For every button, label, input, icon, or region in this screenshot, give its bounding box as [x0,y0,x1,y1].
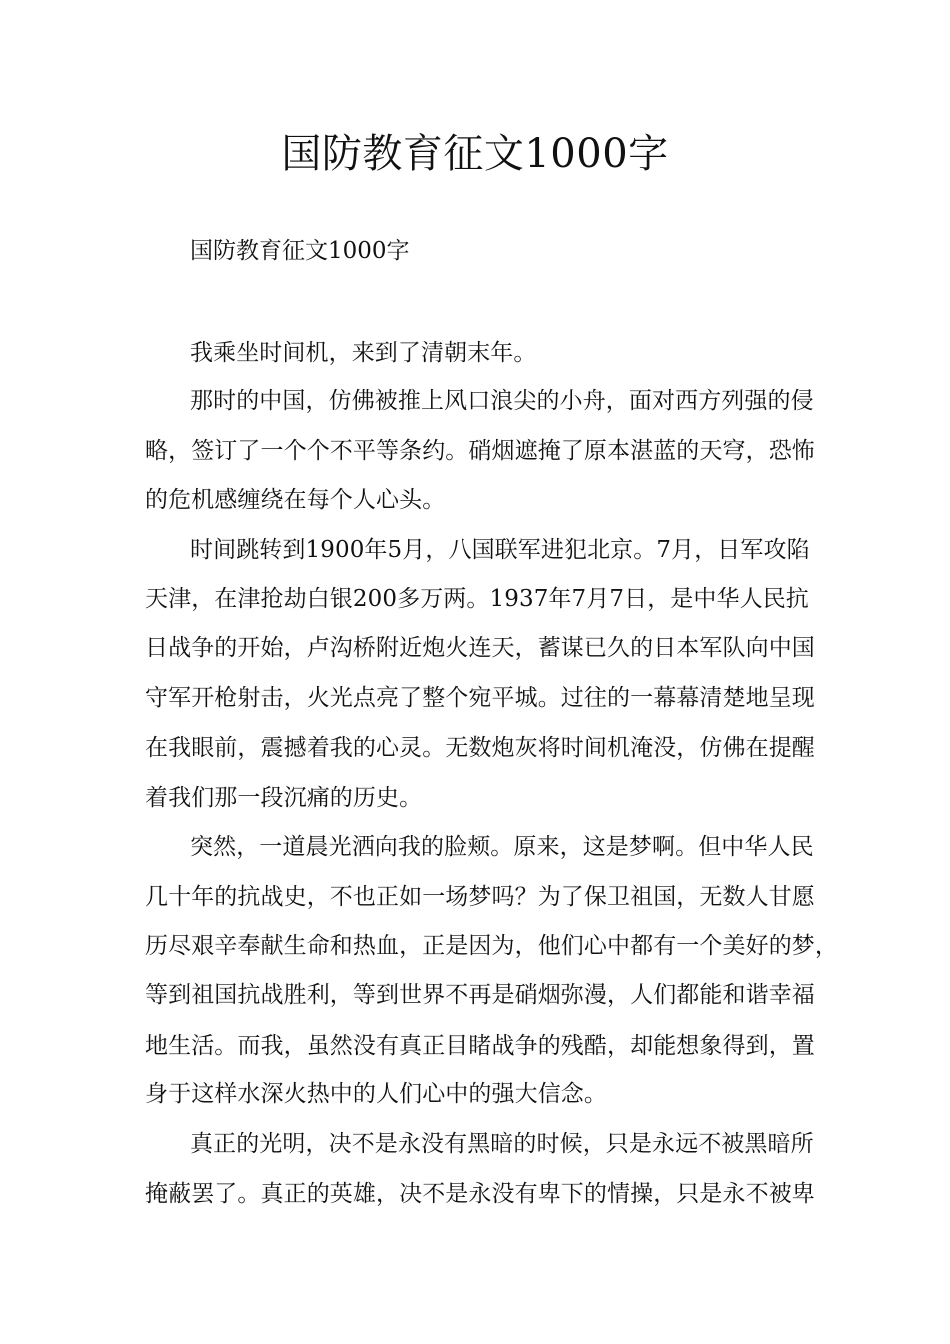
body-line: 身于这样水深火热中的人们心中的强大信念。 [145,1081,607,1107]
body-line: 天津，在津抢劫白银200多万两。1937年7月7日，是中华人民抗 [145,586,809,612]
body-line: 历尽艰辛奉献生命和热血，正是因为，他们心中都有一个美好的梦， [145,933,838,959]
body-line: 真正的光明，决不是永没有黑暗的时候，只是永远不被黑暗所 [190,1131,814,1157]
body-line: 掩蔽罢了。真正的英雄，决不是永没有卑下的情操，只是永不被卑 [145,1181,815,1207]
body-line: 时间跳转到1900年5月，八国联军进犯北京。7月，日军攻陷 [190,537,810,563]
body-line: 的危机感缠绕在每个人心头。 [145,487,446,513]
body-line: 在我眼前，震撼着我的心灵。无数炮灰将时间机淹没，仿佛在提醒 [145,735,815,761]
body-line: 突然，一道晨光洒向我的脸颊。原来，这是梦啊。但中华人民 [190,834,814,860]
body-line: 地生活。而我，虽然没有真正目睹战争的残酷，却能想象得到，置 [145,1033,815,1059]
body-line: 守军开枪射击，火光点亮了整个宛平城。过往的一幕幕清楚地呈现 [145,685,815,711]
body-line: 我乘坐时间机，来到了清朝末年。 [190,340,537,366]
body-line: 几十年的抗战史，不也正如一场梦吗？为了保卫祖国，无数人甘愿 [145,884,815,910]
body-line: 着我们那一段沉痛的历史。 [145,785,423,811]
body-line: 略，签订了一个个不平等条约。硝烟遮掩了原本湛蓝的天穹，恐怖 [145,438,815,464]
document-subtitle: 国防教育征文1000字 [190,238,410,264]
body-line: 日战争的开始，卢沟桥附近炮火连天，蓄谋已久的日本军队向中国 [145,635,815,661]
document-title: 国防教育征文1000字 [281,131,669,177]
body-line: 那时的中国，仿佛被推上风口浪尖的小舟，面对西方列强的侵 [190,388,814,414]
body-line: 等到祖国抗战胜利，等到世界不再是硝烟弥漫，人们都能和谐幸福 [145,982,815,1008]
